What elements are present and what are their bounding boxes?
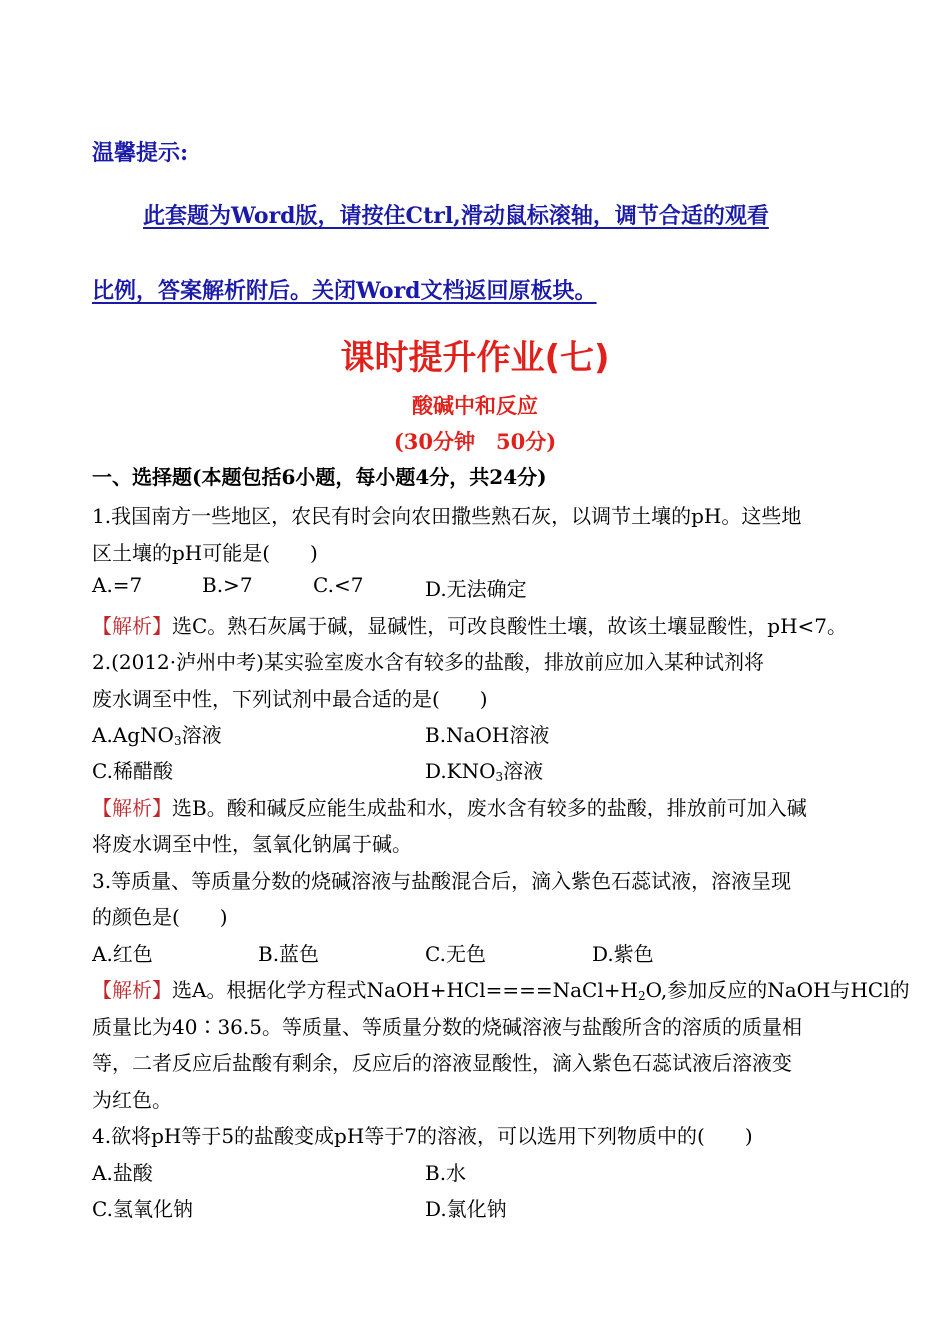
q2-stem-line-2: 废水调至中性，下列试剂中最合适的是( ): [92, 687, 488, 711]
analysis-tag: 【解析】: [92, 796, 172, 820]
q1-analysis: [92, 610, 847, 639]
q1-stem-line-2: 区土壤的pH可能是( ): [92, 541, 318, 565]
analysis-tag: 【解析】: [92, 978, 172, 1002]
q3-stem-line-1: 3.等质量、等质量分数的烧碱溶液与盐酸混合后，滴入紫色石蕊试液，溶液呈现: [92, 869, 792, 893]
page-subtitle: 酸碱中和反应: [412, 393, 538, 418]
analysis-text: 选A。根据化学方程式NaOH+HCl====NaCl+H: [172, 978, 638, 1002]
analysis-text-cont: O,参加反应的NaOH与HCl的: [645, 978, 910, 1002]
page-title: 课时提升作业(七): [340, 338, 610, 378]
tip-line-1: 此套题为Word版，请按住Ctrl,滑动鼠标滚轴，调节合适的观看: [143, 203, 769, 229]
tip-title: 温馨提示:: [92, 140, 189, 166]
q2-option-d-subscript: 3: [495, 770, 504, 784]
q2-option-d: [425, 755, 543, 784]
q2-option-d-suffix: 溶液: [503, 759, 544, 783]
analysis-tag: 【解析】: [92, 614, 172, 638]
q3-option-c: C.无色: [425, 942, 486, 966]
q2-option-c: C.稀醋酸: [92, 759, 173, 783]
q3-option-d: D.紫色: [592, 942, 654, 966]
section-heading: 一、选择题(本题包括6小题，每小题4分，共24分): [92, 465, 547, 489]
q2-option-a-subscript: 3: [173, 734, 182, 748]
analysis-text: 选C。熟石灰属于碱，显碱性，可改良酸性土壤，故该土壤显酸性，pH<7。: [172, 614, 848, 638]
q3-analysis-line-2: 质量比为40∶36.5。等质量、等质量分数的烧碱溶液与盐酸所含的溶质的质量相: [92, 1015, 802, 1039]
q3-option-b: B.蓝色: [258, 942, 320, 966]
q2-analysis: [92, 792, 807, 821]
analysis-subscript: 2: [637, 989, 646, 1003]
q3-stem-line-2: 的颜色是( ): [92, 905, 228, 929]
q2-option-a: [92, 719, 222, 748]
q3-analysis: [92, 974, 910, 1003]
q4-option-d: D.氯化钠: [425, 1197, 507, 1221]
q2-option-a-suffix: 溶液: [181, 723, 222, 747]
q1-option-c: C.<7: [313, 573, 364, 597]
time-score: (30分钟 50分): [393, 429, 557, 454]
q1-option-b: B.>7: [202, 573, 253, 597]
q4-stem-line-1: 4.欲将pH等于5的盐酸变成pH等于7的溶液，可以选用下列物质中的( ): [92, 1124, 753, 1148]
q2-option-d-text: D.KNO: [425, 759, 496, 783]
q1-option-d: D.无法确定: [425, 577, 527, 601]
q1-option-a: A.=7: [92, 573, 143, 597]
q3-analysis-line-4: 为红色。: [92, 1088, 172, 1112]
tip-line-2: 比例，答案解析附后。关闭Word文档返回原板块。: [92, 278, 597, 304]
q2-option-a-text: A.AgNO: [92, 723, 174, 747]
q4-option-a: A.盐酸: [92, 1161, 153, 1185]
q1-stem-line-1: 1.我国南方一些地区，农民有时会向农田撒些熟石灰，以调节土壤的pH。这些地: [92, 504, 802, 528]
q2-stem-line-1: 2.(2012·泸州中考)某实验室废水含有较多的盐酸，排放前应加入某种试剂将: [92, 650, 764, 674]
q2-option-b: B.NaOH溶液: [425, 723, 550, 747]
q2-analysis-line-2: 将废水调至中性，氢氧化钠属于碱。: [92, 832, 412, 856]
analysis-text: 选B。酸和碱反应能生成盐和水，废水含有较多的盐酸，排放前可加入碱: [172, 796, 807, 820]
q4-option-b: B.水: [425, 1161, 467, 1185]
q3-option-a: A.红色: [92, 942, 153, 966]
q3-analysis-line-3: 等，二者反应后盐酸有剩余，反应后的溶液显酸性，滴入紫色石蕊试液后溶液变: [92, 1051, 792, 1075]
q4-option-c: C.氢氧化钠: [92, 1197, 193, 1221]
